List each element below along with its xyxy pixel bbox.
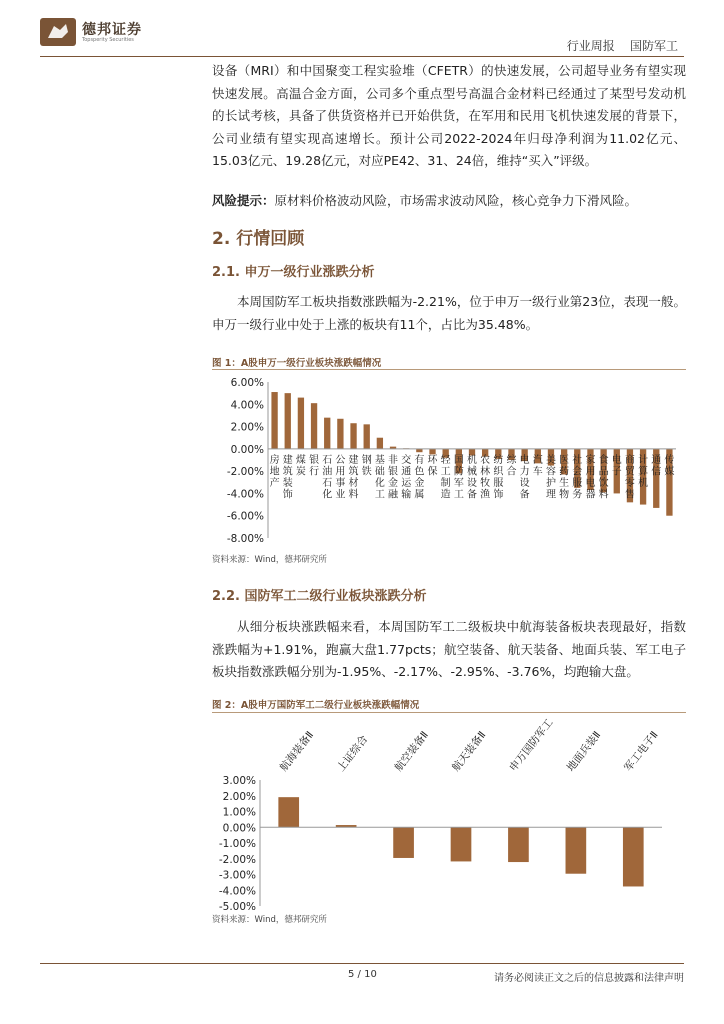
chart-1-x-tick: 银行 [309, 454, 320, 478]
chart-2-x-tick: 航空装备Ⅱ [392, 729, 431, 774]
chart-1-x-tick: 有色金属 [414, 454, 425, 501]
chart-1-bar [285, 393, 291, 449]
header-divider [40, 56, 684, 57]
chart-1-x-tick: 建筑材料 [348, 454, 359, 501]
chart-1-y-tick: 0.00% [230, 443, 264, 456]
chart-1-y-tick: 4.00% [230, 399, 264, 412]
figure-1-rule [212, 369, 686, 370]
risk-text: 原材料价格波动风险，市场需求波动风险，核心竞争力下滑风险。 [274, 193, 638, 208]
chart-1-bar [364, 424, 370, 449]
chart-1-bar [416, 449, 422, 452]
chart-2-y-tick: 1.00% [222, 806, 256, 819]
chart-1-x-tick: 医药生物 [559, 454, 570, 501]
chart-2-bar [623, 827, 644, 886]
chart-1-x-tick: 通信 [651, 454, 662, 478]
chart-2 [212, 716, 686, 912]
chart-1-y-tick: 2.00% [230, 421, 264, 434]
brand-name-en: Topsperity Securities [82, 37, 134, 43]
chart-2-y-tick: -4.00% [218, 885, 256, 898]
chart-2-y-tick: 0.00% [222, 822, 256, 835]
brand-name: 德邦证券 [82, 22, 142, 38]
chart-1-x-tick: 农林牧渔 [480, 454, 491, 501]
chart-1-x-tick: 基础化工 [374, 454, 385, 501]
section-2-1-text: 本周国防军工板块指数涨跌幅为-2.21%，位于申万一级行业第23位，表现一般。申万一级行业中处于上涨的板块有11个，占比为35.48%。 [212, 294, 686, 332]
chart-2-y-tick: -5.00% [218, 901, 256, 912]
chart-2-y-tick: 2.00% [222, 790, 256, 803]
chart-1-x-tick: 社会服务 [572, 454, 583, 501]
chart-1-x-tick: 环保 [427, 454, 438, 478]
chart-1-x-tick: 家用电器 [585, 454, 596, 501]
page-number: 5 / 10 [348, 969, 377, 980]
chart-1-x-tick: 房地产 [269, 454, 280, 489]
footer-disclaimer: 请务必阅读正文之后的信息披露和法律声明 [494, 973, 684, 984]
chart-2-y-tick: -1.00% [218, 838, 256, 850]
chart-1-x-tick: 食品饮料 [598, 454, 609, 501]
header-category: 行业周报 国防军工 [566, 39, 678, 53]
chart-2-bar [451, 827, 472, 861]
chart-2-bar [566, 827, 587, 873]
chart-1-x-tick: 综合 [506, 454, 517, 478]
chart-1-x-tick: 汽车 [532, 454, 543, 478]
chart-1-bar [298, 398, 304, 449]
chart-1-bar [429, 449, 435, 455]
footer-divider [40, 963, 684, 964]
chart-1-bar [350, 423, 356, 449]
brand-logo-icon [40, 18, 76, 46]
chart-1-x-tick: 轻工制造 [440, 454, 451, 501]
figure-2-source: 资料来源：Wind，德邦研究所 [212, 915, 327, 925]
intro-text: 设备（MRI）和中国聚变工程实验堆（CFETR）的快速发展，公司超导业务有望实现快速发展。高温合金方面，公司多个重点型号高温合金材料已经通过了某型号发动机的长试考核，具备了供货资格并已开始供货，在军用和民用飞机快速发展的背景下，公司业绩有望实现高速增长。预计公司2022-2024年归母净利润为11.02亿元、15.03亿元、19.28亿元，对应PE42、31、24倍，维持“买入”评级。 [212, 63, 686, 168]
chart-1-x-tick: 电力设备 [519, 454, 530, 501]
chart-2-x-tick: 地面兵装Ⅱ [564, 729, 604, 774]
section-2-title: 2. 行情回顾 [212, 229, 305, 249]
chart-2-bar [278, 797, 299, 827]
chart-2-x-tick: 申万国防军工 [507, 716, 556, 774]
figure-1-source: 资料来源：Wind，德邦研究所 [212, 555, 327, 565]
chart-2-x-tick: 航天装备Ⅱ [449, 729, 489, 774]
chart-1-y-tick: -4.00% [226, 488, 264, 501]
chart-1-x-tick: 钢铁 [361, 454, 372, 478]
chart-1-x-tick: 国防军工 [453, 454, 464, 501]
chart-1-x-tick: 计算机 [638, 454, 649, 489]
chart-1 [212, 372, 686, 548]
chart-1-x-tick: 石油石化 [322, 454, 333, 501]
section-2-1-title: 2.1. 申万一级行业涨跌分析 [212, 265, 375, 280]
figure-2-title: 图 2：A股申万国防军工二级行业板块涨跌幅情况 [212, 700, 420, 711]
risk-label: 风险提示： [212, 193, 275, 208]
chart-2-bar [508, 827, 529, 862]
chart-2-y-tick: 3.00% [222, 775, 256, 787]
chart-1-bar [337, 419, 343, 449]
chart-1-x-tick: 公用事业 [335, 454, 346, 501]
chart-1-y-tick: -6.00% [226, 510, 264, 523]
chart-1-x-tick: 纺织服饰 [493, 454, 504, 501]
chart-1-x-tick: 机械设备 [467, 454, 477, 501]
chart-2-y-tick: -2.00% [218, 853, 256, 866]
chart-2-x-tick: 军工电子Ⅱ [622, 729, 661, 774]
chart-1-bar [311, 403, 317, 449]
chart-1-bar [324, 418, 330, 449]
risk-paragraph [212, 190, 686, 213]
chart-1-bar [377, 438, 383, 449]
figure-1-title: 图 1：A股申万一级行业板块涨跌幅情况 [212, 358, 382, 369]
chart-1-x-tick: 煤炭 [295, 454, 306, 478]
chart-2-x-tick: 上证综合 [335, 733, 371, 774]
chart-1-x-tick: 交通运输 [401, 454, 412, 501]
chart-1-y-tick: -2.00% [226, 466, 264, 479]
chart-2-bar [393, 827, 414, 858]
chart-1-y-tick: 6.00% [230, 377, 264, 389]
chart-1-x-tick: 非银金融 [388, 454, 399, 501]
chart-1-bar [271, 392, 277, 449]
chart-1-x-tick: 美容护理 [545, 454, 556, 501]
chart-2-x-tick: 航海装备Ⅱ [277, 729, 317, 774]
chart-1-x-tick: 建筑装饰 [282, 454, 293, 501]
chart-1-x-tick: 传媒 [664, 454, 675, 478]
intro-paragraph [212, 60, 686, 173]
chart-1-y-tick: -8.00% [226, 533, 264, 545]
figure-2-rule [212, 712, 686, 713]
chart-2-y-tick: -3.00% [218, 869, 256, 882]
section-2-2-title: 2.2. 国防军工二级行业板块涨跌分析 [212, 589, 427, 604]
chart-1-x-tick: 电子 [611, 454, 622, 478]
section-2-2-text: 从细分板块涨跌幅来看，本周国防军工二级板块中航海装备板块表现最好，指数涨跌幅为+1.91%，跑赢大盘1.77pcts；航空装备、航天装备、地面兵装、军工电子板块指数涨跌幅分别为-1.95%、-2.17%、-2.95%、-3.76%，均跑输大盘。 [212, 619, 686, 679]
chart-1-x-tick: 商贸零售 [624, 454, 635, 501]
